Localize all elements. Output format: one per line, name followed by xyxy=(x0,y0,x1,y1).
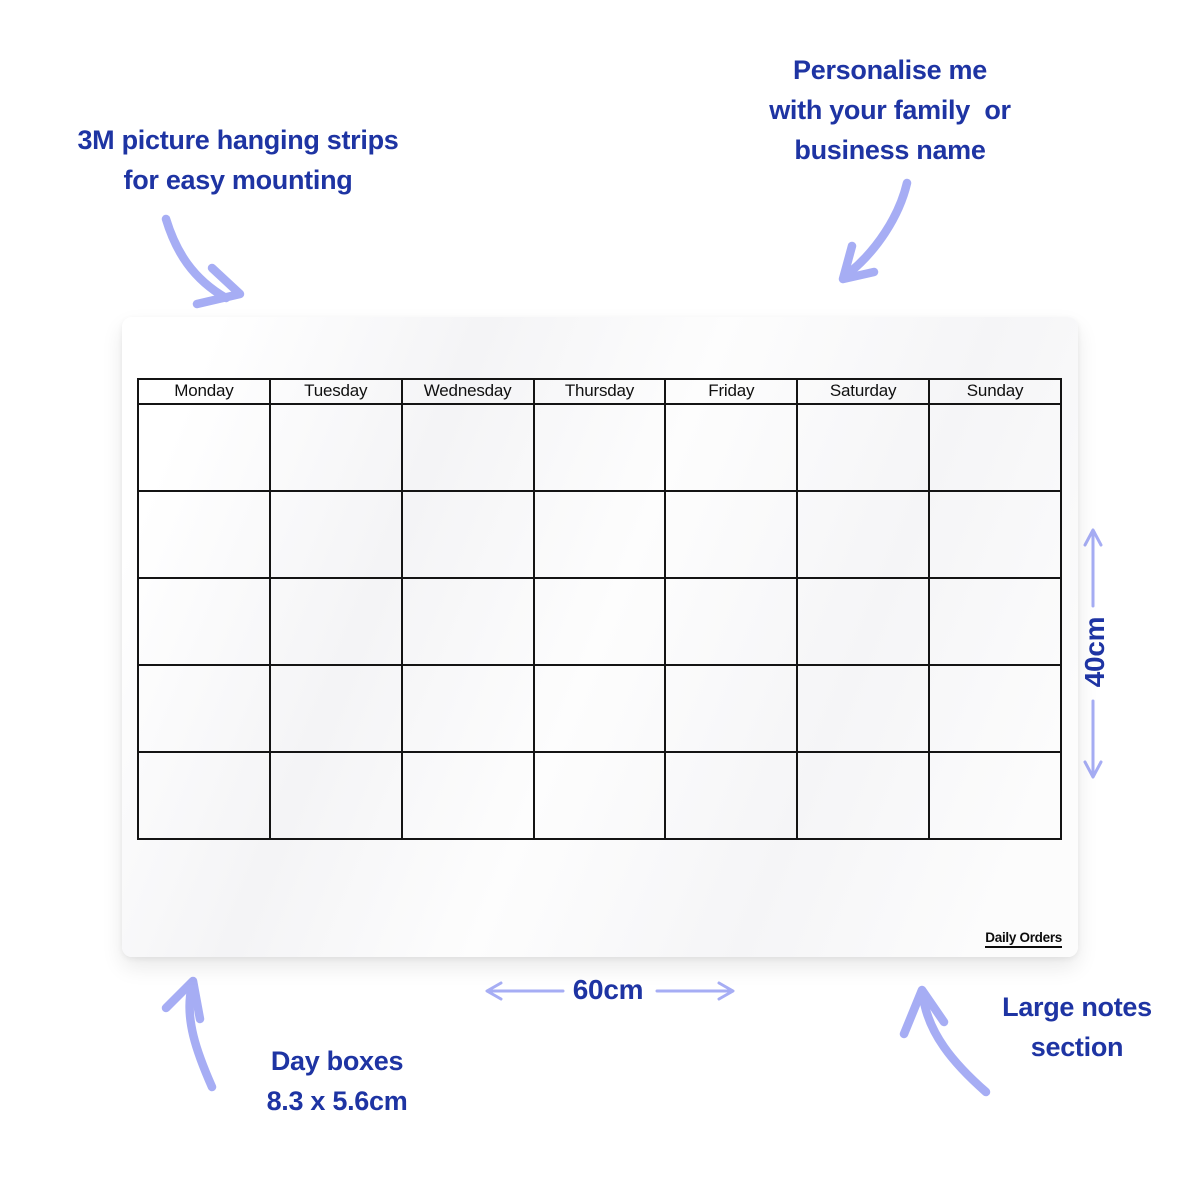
day-cell xyxy=(534,665,666,752)
week-row xyxy=(138,404,1061,491)
day-cell xyxy=(402,404,534,491)
day-cells xyxy=(138,404,1061,839)
day-header-saturday: Saturday xyxy=(797,379,929,404)
day-header-wednesday: Wednesday xyxy=(402,379,534,404)
day-cell xyxy=(138,404,270,491)
day-cell xyxy=(270,578,402,665)
day-cell xyxy=(138,578,270,665)
annotation-line: Personalise me xyxy=(793,55,987,85)
daily-orders-logo: Daily Orders xyxy=(985,930,1062,948)
day-cell xyxy=(270,491,402,578)
day-header-monday: Monday xyxy=(138,379,270,404)
day-cell xyxy=(534,752,666,839)
annotation-personalise xyxy=(720,50,1060,170)
day-cell xyxy=(797,578,929,665)
annotation-line: business name xyxy=(794,135,986,165)
annotation-day-boxes xyxy=(187,1041,487,1121)
day-cell xyxy=(270,404,402,491)
day-cell xyxy=(665,578,797,665)
day-cell xyxy=(797,491,929,578)
day-header-sunday: Sunday xyxy=(929,379,1061,404)
day-header-tuesday: Tuesday xyxy=(270,379,402,404)
day-cell xyxy=(665,665,797,752)
week-row xyxy=(138,752,1061,839)
day-cell xyxy=(270,752,402,839)
day-cell xyxy=(797,404,929,491)
notes-section xyxy=(137,852,1062,944)
curved-arrow-personalise xyxy=(843,183,907,279)
day-cell xyxy=(797,665,929,752)
annotation-line: 8.3 x 5.6cm xyxy=(266,1086,408,1116)
day-cell xyxy=(534,578,666,665)
annotation-line: section xyxy=(1030,1032,1124,1062)
day-cell xyxy=(270,665,402,752)
day-cell xyxy=(402,752,534,839)
week-row xyxy=(138,665,1061,752)
planner-board xyxy=(122,317,1078,957)
day-header-thursday: Thursday xyxy=(534,379,666,404)
day-cell xyxy=(929,404,1061,491)
day-header-row xyxy=(138,379,1061,404)
day-cell xyxy=(534,404,666,491)
annotation-line: for easy mounting xyxy=(123,165,353,195)
annotation-line: Day boxes xyxy=(270,1046,404,1076)
curved-arrow-hanging-strips xyxy=(166,219,240,304)
day-cell xyxy=(138,491,270,578)
day-cell xyxy=(665,752,797,839)
day-cell xyxy=(665,404,797,491)
day-cell xyxy=(534,491,666,578)
day-cell xyxy=(929,491,1061,578)
day-cell xyxy=(402,665,534,752)
day-header-friday: Friday xyxy=(665,379,797,404)
day-cell xyxy=(402,578,534,665)
annotation-line: with your family or xyxy=(769,95,1011,125)
annotation-line: Large notes xyxy=(1002,992,1152,1022)
day-cell xyxy=(665,491,797,578)
week-row xyxy=(138,491,1061,578)
day-cell xyxy=(929,578,1061,665)
day-cell xyxy=(138,752,270,839)
height-dimension-label: 40cm xyxy=(1079,616,1110,688)
day-cell xyxy=(138,665,270,752)
day-cell xyxy=(797,752,929,839)
day-cell xyxy=(929,665,1061,752)
week-grid xyxy=(137,378,1062,840)
width-dimension-label: 60cm xyxy=(572,974,644,1005)
annotation-line: 3M picture hanging strips xyxy=(77,125,399,155)
day-cell xyxy=(929,752,1061,839)
annotation-hanging-strips xyxy=(48,120,428,200)
week-row xyxy=(138,578,1061,665)
annotation-large-notes xyxy=(927,987,1200,1067)
day-cell xyxy=(402,491,534,578)
